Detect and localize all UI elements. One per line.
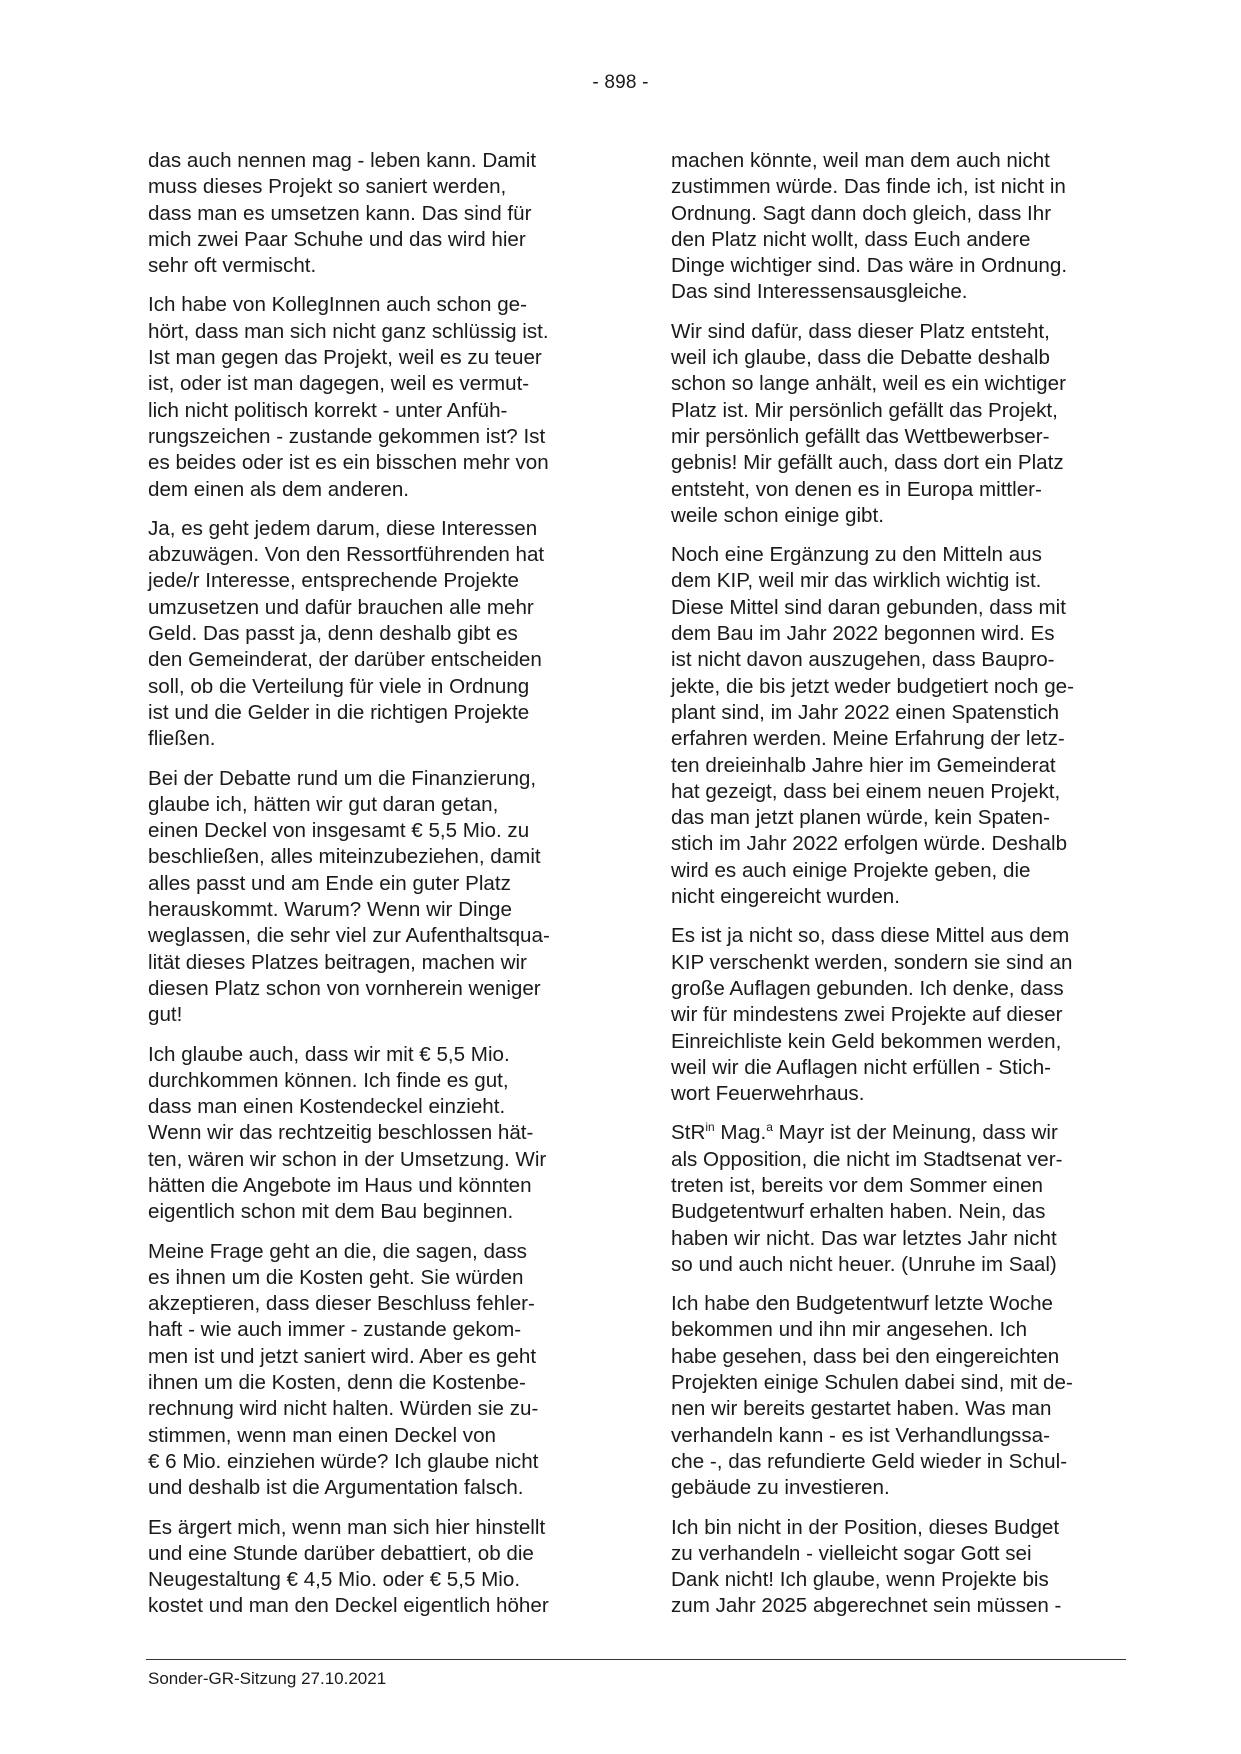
text-line: Es ärgert mich, wenn man sich hier hinstellt	[148, 1515, 546, 1539]
text-line: diesen Platz schon von vornherein weniger	[148, 976, 541, 1000]
footer-session-label: Sonder-GR-Sitzung 27.10.2021	[148, 1669, 387, 1688]
paragraph	[148, 766, 596, 1029]
text-line: Wenn wir das rechtzeitig beschlossen hät-	[148, 1121, 534, 1145]
text-line: hört, dass man sich nicht ganz schlüssig ist.	[148, 319, 549, 343]
text-line: es beides oder ist es ein bisschen mehr von	[148, 451, 549, 475]
paragraph	[148, 1239, 596, 1502]
paragraph	[148, 1042, 596, 1226]
paragraph	[671, 319, 1119, 529]
text-line: Ich habe den Budgetentwurf letzte Woche	[671, 1292, 1053, 1316]
footer-divider	[146, 1659, 1126, 1660]
text-line: ten, wären wir schon in der Umsetzung. Wir	[148, 1147, 547, 1171]
text-line: Ordnung. Sagt dann doch gleich, dass Ihr	[671, 201, 1052, 225]
paragraph	[148, 516, 596, 753]
text-line: Projekten einige Schulen dabei sind, mit de-	[671, 1371, 1073, 1395]
text-line: muss dieses Projekt so saniert werden,	[148, 175, 507, 199]
text-line: Das sind Interessensausgleiche.	[671, 280, 968, 304]
left-column	[148, 148, 596, 1633]
text-line: nicht eingereicht wurden.	[671, 885, 900, 909]
text-line: nen wir bereits gestartet haben. Was man	[671, 1397, 1052, 1421]
paragraph	[671, 1291, 1119, 1501]
text-line: stich im Jahr 2022 erfolgen würde. Deshalb	[671, 832, 1068, 856]
text-line: wort Feuerwehrhaus.	[671, 1082, 865, 1106]
text-line: ihnen um die Kosten, denn die Kostenbe-	[148, 1371, 526, 1395]
text-line: dass man einen Kostendeckel einzieht.	[148, 1095, 506, 1119]
text-line: alles passt und am Ende ein guter Platz	[148, 871, 511, 895]
speaker-degree: Mag.	[714, 1121, 767, 1145]
text-line: kostet und man den Deckel eigentlich höher	[148, 1594, 549, 1618]
text-line: hat gezeigt, dass bei einem neuen Projekt,	[671, 779, 1061, 803]
paragraph	[671, 923, 1119, 1107]
paragraph	[148, 1515, 596, 1620]
text-line: zum Jahr 2025 abgerechnet sein müssen -	[671, 1594, 1062, 1618]
text-line: zustimmen würde. Das finde ich, ist nicht in	[671, 175, 1066, 199]
text-line: soll, ob die Verteilung für viele in Ordnung	[148, 674, 530, 698]
text-line: sehr oft vermischt.	[148, 254, 317, 278]
text-line: so und auch nicht heuer. (Unruhe im Saal)	[671, 1252, 1057, 1276]
text-line: Ist man gegen das Projekt, weil es zu teuer	[148, 346, 542, 370]
text-line: Es ist ja nicht so, dass diese Mittel aus dem	[671, 924, 1070, 948]
text-line: € 6 Mio. einziehen würde? Ich glaube nicht	[148, 1449, 539, 1473]
text-line: einen Deckel von insgesamt € 5,5 Mio. zu	[148, 819, 530, 843]
text-line: machen könnte, weil man dem auch nicht	[671, 149, 1050, 172]
text-line: weil wir die Auflagen nicht erfüllen - Stich-	[671, 1055, 1052, 1079]
paragraph	[671, 1120, 1119, 1278]
text-line: große Auflagen gebunden. Ich denke, dass	[671, 976, 1064, 1000]
text-line: mir persönlich gefällt das Wettbewerbser-	[671, 424, 1050, 448]
text-line: rechnung wird nicht halten. Würden sie zu-	[148, 1397, 539, 1421]
text-line: und deshalb ist die Argumentation falsch.	[148, 1476, 524, 1500]
text-line: gut!	[148, 1003, 183, 1027]
text-line: Wir sind dafür, dass dieser Platz entsteht,	[671, 319, 1050, 343]
paragraph	[671, 148, 1119, 306]
text-line: abzuwägen. Von den Ressortführenden hat	[148, 543, 545, 567]
text-line: habe gesehen, dass bei den eingereichten	[671, 1344, 1060, 1368]
text-line: dem KIP, weil mir das wirklich wichtig ist.	[671, 569, 1042, 593]
text-line: Budgetentwurf erhalten haben. Nein, das	[671, 1200, 1046, 1224]
text-line: akzeptieren, dass dieser Beschluss fehler-	[148, 1292, 535, 1316]
text-line: weil ich glaube, dass die Debatte deshalb	[671, 346, 1050, 370]
text-line: plant sind, im Jahr 2022 einen Spatenstich	[671, 700, 1060, 724]
text-line: Geld. Das passt ja, denn deshalb gibt es	[148, 622, 518, 646]
text-line: haft - wie auch immer - zustande gekom-	[148, 1318, 522, 1342]
text-line: stimmen, wenn man einen Deckel von	[148, 1423, 496, 1447]
right-column	[671, 148, 1119, 1633]
text-line: weglassen, die sehr viel zur Aufenthaltsqua-	[148, 924, 550, 948]
text-line: men ist und jetzt saniert wird. Aber es geht	[148, 1344, 537, 1368]
text-line: Ja, es geht jedem darum, diese Interessen	[148, 516, 538, 540]
text-line: zu verhandeln - vielleicht sogar Gott sei	[671, 1541, 1032, 1565]
text-line: jekte, die bis jetzt weder budgetiert noch ge-	[671, 674, 1074, 698]
text-line: hätten die Angebote im Haus und könnten	[148, 1173, 532, 1197]
text-line: ist und die Gelder in die richtigen Projekte	[148, 700, 530, 724]
paragraph	[148, 148, 596, 279]
text-line: verhandeln kann - es ist Verhandlungssa-	[671, 1423, 1050, 1447]
text-line: jede/r Interesse, entsprechende Projekte	[148, 569, 519, 593]
text-line: Einreichliste kein Geld bekommen werden,	[671, 1029, 1062, 1053]
text-line: gebnis! Mir gefällt auch, dass dort ein Platz	[671, 451, 1064, 475]
text-line: Dank nicht! Ich glaube, wenn Projekte bis	[671, 1568, 1049, 1592]
text-line: dem einen als dem anderen.	[148, 477, 410, 501]
speaker-title-suffix: in	[705, 1120, 715, 1135]
text-line: haben wir nicht. Das war letztes Jahr nicht	[671, 1226, 1057, 1250]
text-line: ist nicht davon auszugehen, dass Baupro-	[671, 648, 1055, 672]
text-line: ist, oder ist man dagegen, weil es vermut-	[148, 372, 530, 396]
text-line: mich zwei Paar Schuhe und das wird hier	[148, 227, 526, 251]
text-line: Platz ist. Mir persönlich gefällt das Projekt,	[671, 398, 1058, 422]
paragraph	[671, 542, 1119, 910]
text-line: wir für mindestens zwei Projekte auf dieser	[671, 1003, 1063, 1027]
text-line: Neugestaltung € 4,5 Mio. oder € 5,5 Mio.	[148, 1568, 521, 1592]
text-line	[671, 1120, 1119, 1146]
text-line: beschließen, alles miteinzubeziehen, damit	[148, 845, 541, 869]
text-line: Diese Mittel sind daran gebunden, dass mit	[671, 595, 1066, 619]
text-line: Ich habe von KollegInnen auch schon ge-	[148, 293, 527, 317]
text-line: fließen.	[148, 727, 216, 751]
text-line: ten dreieinhalb Jahre hier im Gemeinderat	[671, 753, 1056, 777]
text-line: KIP verschenkt werden, sondern sie sind an	[671, 950, 1073, 974]
text-line: umzusetzen und dafür brauchen alle mehr	[148, 595, 534, 619]
text-line: den Gemeinderat, der darüber entscheiden	[148, 648, 542, 672]
text-line: herauskommt. Warum? Wenn wir Dinge	[148, 898, 512, 922]
text-line: es ihnen um die Kosten geht. Sie würden	[148, 1265, 524, 1289]
text-line: glaube ich, hätten wir gut daran getan,	[148, 792, 499, 816]
text-line: weile schon einige gibt.	[671, 503, 884, 527]
text-line: und eine Stunde darüber debattiert, ob die	[148, 1541, 534, 1565]
text-line: eigentlich schon mit dem Bau beginnen.	[148, 1200, 514, 1224]
text-line: Ich glaube auch, dass wir mit € 5,5 Mio.	[148, 1042, 510, 1066]
page-number: - 898 -	[592, 72, 649, 93]
text-line: Dinge wichtiger sind. Das wäre in Ordnung.	[671, 254, 1068, 278]
text-line: durchkommen können. Ich finde es gut,	[148, 1068, 509, 1092]
text-line: Meine Frage geht an die, die sagen, dass	[148, 1239, 527, 1263]
text-line: treten ist, bereits vor dem Sommer einen	[671, 1173, 1043, 1197]
text-line: entsteht, von denen es in Europa mittler-	[671, 477, 1042, 501]
text-line: erfahren werden. Meine Erfahrung der letz-	[671, 727, 1065, 751]
text-line: dem Bau im Jahr 2022 begonnen wird. Es	[671, 622, 1055, 646]
speaker-degree-suffix: a	[766, 1120, 773, 1135]
text-line: che -, das refundierte Geld wieder in Schul-	[671, 1449, 1068, 1473]
text-line: als Opposition, die nicht im Stadtsenat ver-	[671, 1147, 1063, 1171]
text-line: gebäude zu investieren.	[671, 1476, 890, 1500]
text-line: wird es auch einige Projekte geben, die	[671, 858, 1031, 882]
text-line: schon so lange anhält, weil es ein wichtiger	[671, 372, 1066, 396]
text-line: den Platz nicht wollt, dass Euch andere	[671, 227, 1031, 251]
text-line: das auch nennen mag - leben kann. Damit	[148, 149, 537, 172]
text-line: Noch eine Ergänzung zu den Mitteln aus	[671, 543, 1042, 567]
paragraph	[671, 1515, 1119, 1620]
text-line: das man jetzt planen würde, kein Spaten-	[671, 806, 1050, 830]
text-line: dass man es umsetzen kann. Das sind für	[148, 201, 532, 225]
speaker-statement: Mayr ist der Meinung, dass wir	[772, 1121, 1058, 1145]
text-line: lität dieses Platzes beitragen, machen wir	[148, 950, 527, 974]
paragraph	[148, 292, 596, 502]
speaker-title: StR	[671, 1121, 706, 1145]
text-line: rungszeichen - zustande gekommen ist? Ist	[148, 424, 546, 448]
text-line: Bei der Debatte rund um die Finanzierung,	[148, 766, 537, 790]
text-line: bekommen und ihn mir angesehen. Ich	[671, 1318, 1028, 1342]
text-line: Ich bin nicht in der Position, dieses Budget	[671, 1515, 1060, 1539]
text-line: lich nicht politisch korrekt - unter Anfüh-	[148, 398, 508, 422]
